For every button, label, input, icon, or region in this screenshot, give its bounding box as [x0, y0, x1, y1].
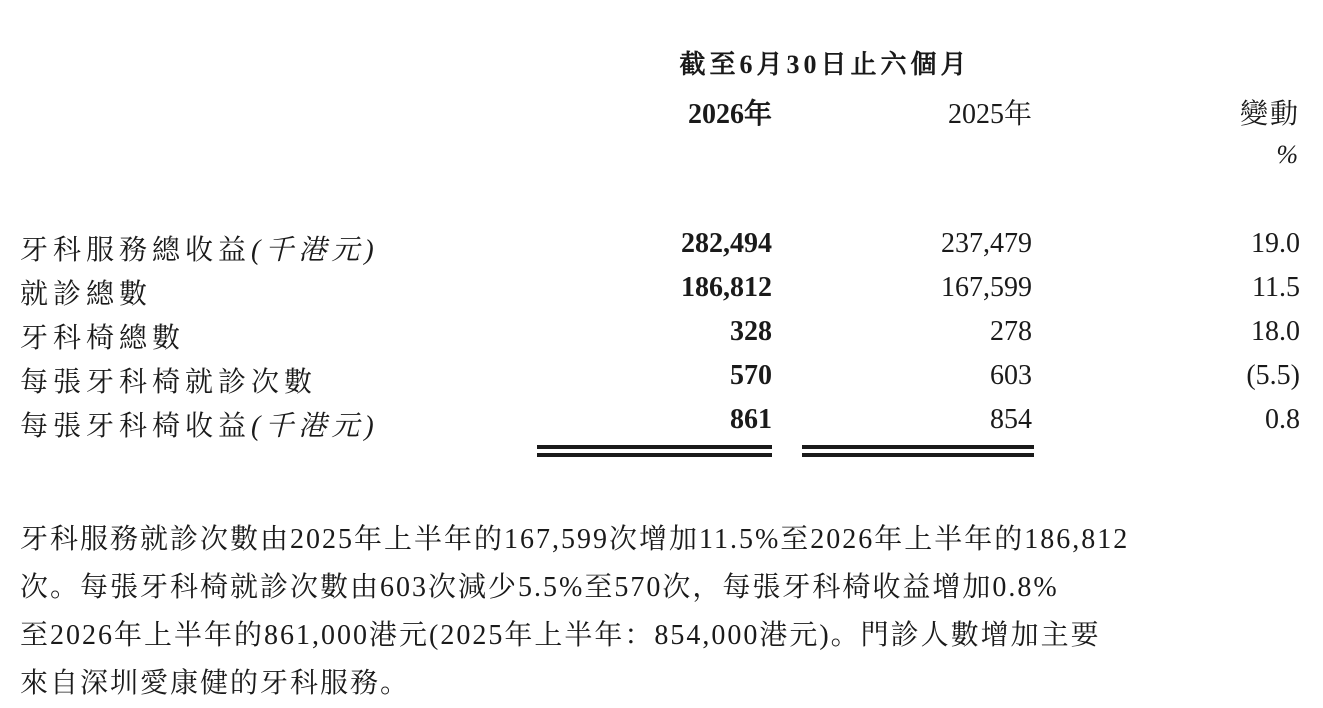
value-2025: 854: [990, 404, 1032, 435]
value-2026: 570: [730, 360, 772, 391]
value-change: 0.8: [1265, 404, 1300, 435]
double-underline-2026: [537, 445, 772, 457]
paragraph-line: 至2026年上半年的861,000港元(2025年上半年：854,000港元)。門診人數增加主要: [20, 620, 1101, 651]
double-underline-2025: [802, 445, 1034, 457]
table-row: [0, 404, 1323, 448]
value-2026: 186,812: [681, 272, 772, 303]
paragraph-line: 來自深圳愛康健的牙科服務。: [20, 668, 411, 699]
table-row: [0, 228, 1323, 272]
commentary-paragraph: [20, 516, 1305, 708]
value-change: 11.5: [1252, 272, 1300, 303]
row-label: 牙科椅總數: [20, 323, 186, 354]
row-label: 牙科服務總收益(千港元): [20, 235, 379, 266]
row-unit: (千港元): [251, 235, 379, 266]
value-change: 19.0: [1251, 228, 1300, 259]
paragraph-line: 牙科服務就診次數由2025年上半年的167,599次增加11.5%至2026年上半年的186,812: [20, 524, 1130, 555]
paragraph-line: 次。每張牙科椅就診次數由603次減少5.5%至570次，每張牙科椅收益增加0.8%: [20, 572, 1059, 603]
column-header-change-unit: %: [1276, 140, 1298, 169]
value-2025: 167,599: [941, 272, 1032, 303]
value-2026: 328: [730, 316, 772, 347]
row-label: 每張牙科椅收益(千港元): [20, 411, 379, 442]
column-header-2025: 2025年: [947, 99, 1032, 130]
value-2025: 278: [990, 316, 1032, 347]
value-change: 18.0: [1251, 316, 1300, 347]
row-label: 就診總數: [20, 279, 153, 310]
value-2026: 861: [730, 404, 772, 435]
table-row: [0, 272, 1323, 316]
column-header-change: 變動: [1239, 99, 1300, 130]
row-label: 每張牙科椅就診次數: [20, 367, 318, 398]
period-header: 截至6月30日止六個月: [679, 50, 971, 79]
value-2025: 237,479: [941, 228, 1032, 259]
value-2026: 282,494: [681, 228, 772, 259]
value-2025: 603: [990, 360, 1032, 391]
column-header-2026: 2026年: [687, 99, 772, 130]
value-change: (5.5): [1246, 360, 1300, 391]
table-row: [0, 316, 1323, 360]
row-unit: (千港元): [251, 411, 379, 442]
table-row: [0, 360, 1323, 404]
